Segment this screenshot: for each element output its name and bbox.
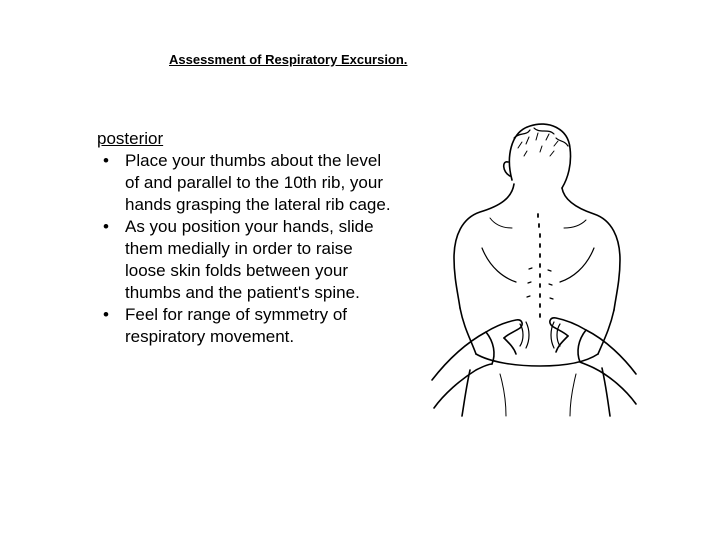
spine-markings <box>527 214 553 317</box>
bullet-icon: • <box>103 217 109 236</box>
bullet-text: Feel for range of symmetry of respiratory movement. <box>125 305 348 346</box>
bullet-list <box>97 150 397 348</box>
skin-folds <box>520 322 560 348</box>
bullet-item <box>97 304 397 348</box>
bullet-icon: • <box>103 305 109 324</box>
slide-body <box>97 128 397 348</box>
bullet-text: Place your thumbs about the level of and parallel to the 10th rib, your hands grasping the lateral rib cage. <box>125 151 391 214</box>
bullet-item <box>97 216 397 304</box>
patient-torso <box>454 184 620 354</box>
back-examination-illustration <box>430 118 638 418</box>
bullet-icon: • <box>103 151 109 170</box>
bullet-item <box>97 150 397 216</box>
slide-title: Assessment of Respiratory Excursion. <box>169 52 408 67</box>
patient-drape <box>462 354 610 416</box>
examiner-right-hand <box>550 318 636 404</box>
patient-head <box>504 124 571 188</box>
bullet-text: As you position your hands, slide them medially in order to raise loose skin folds between your thumbs and the patient's spine. <box>125 217 374 302</box>
section-label: posterior <box>97 129 164 148</box>
